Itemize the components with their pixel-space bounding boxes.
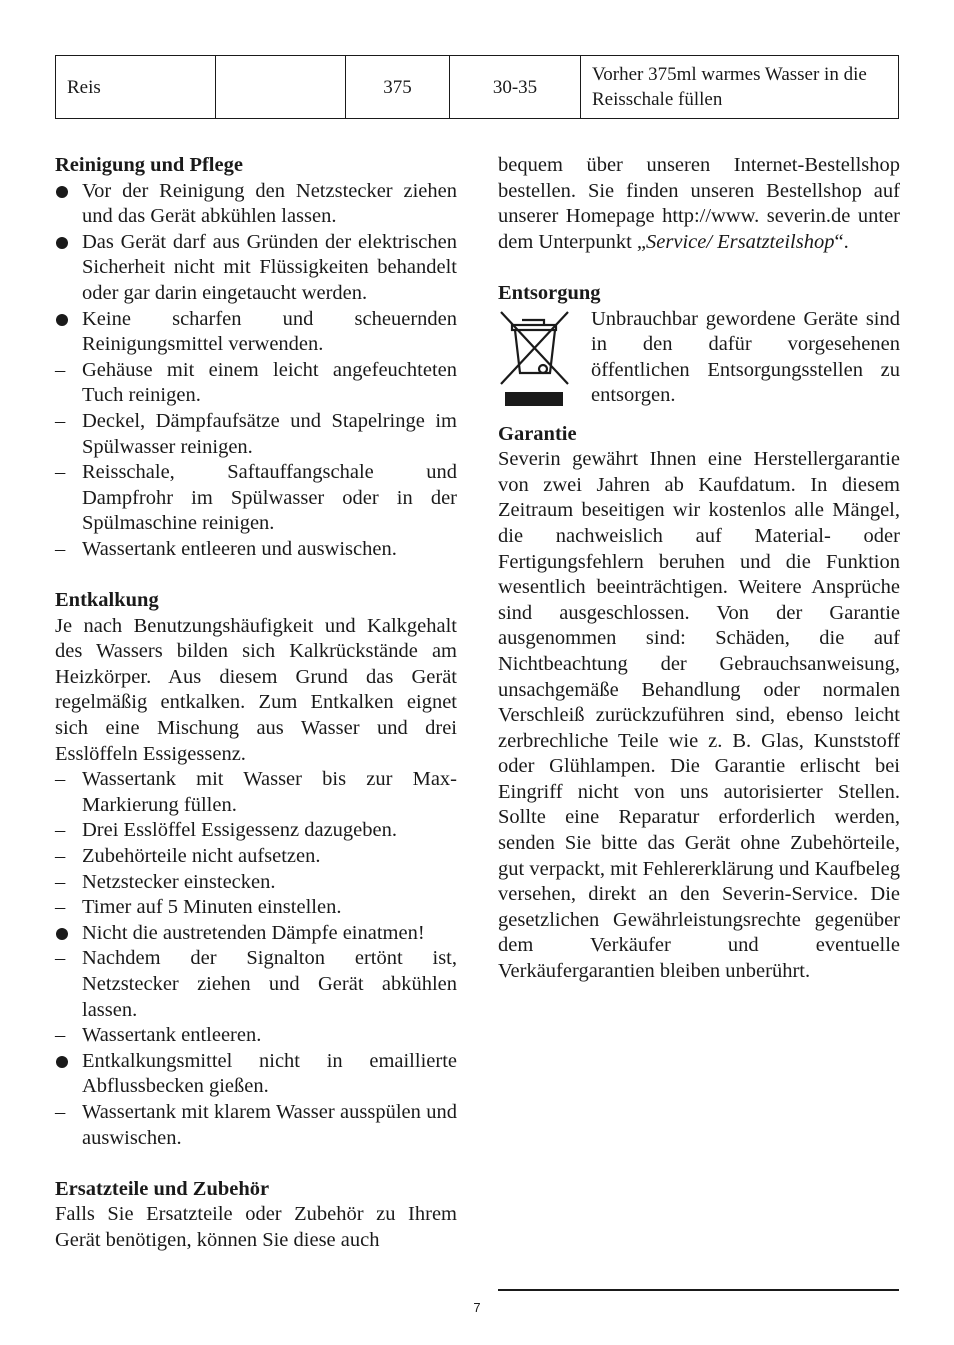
list-item: Entkalkungsmittel nicht in emaillierte Abflussbecken gießen. xyxy=(55,1049,457,1100)
dash-marker: – xyxy=(55,409,66,432)
list-item: – Deckel, Dämpfaufsätze und Stapelringe im Spülwasser reinigen. xyxy=(55,409,457,458)
entkalkung-heading: Entkalkung xyxy=(55,589,159,612)
dash-marker: – xyxy=(55,768,66,791)
table-cell-water: 375 xyxy=(346,56,450,119)
entkalkung-intro: Je nach Benutzungshäufigkeit und Kalkgehalt des Wassers bilden sich Kalkrückstände am Heizkörper. Aus diesem Grund das Gerät regelmäßig entkalken. Zum Entkalken eignet sich eine Mischung aus Wasser und drei Esslöffeln Essigessenz. xyxy=(55,614,457,765)
ersatzteile-text-right: bequem über unseren Internet-Bestellshop bestellen. Sie finden unseren Bestellshop auf unserer Homepage http://www. severin.de unter dem Unterpunkt „Service/ Ersatzteilshop“. xyxy=(498,154,900,253)
list-item: Das Gerät darf aus Gründen der elektrischen Sicherheit nicht mit Flüssigkeiten behandelt oder gar darin eingetaucht werden. xyxy=(55,230,457,307)
list-item: – Wassertank mit klarem Wasser ausspülen und auswischen. xyxy=(55,1100,457,1149)
bullet-icon xyxy=(56,186,68,198)
table-row xyxy=(56,56,899,119)
left-column xyxy=(55,153,457,1254)
right-column xyxy=(498,153,900,985)
list-item: – Timer auf 5 Minuten einstellen. xyxy=(55,895,457,921)
entsorgung-text: Unbrauchbar gewordene Geräte sind in den dafür vorgesehenen öffentlichen Entsorgungsstellen zu entsorgen. xyxy=(591,307,900,407)
dash-marker: – xyxy=(55,1100,66,1123)
list-item: Nicht die austretenden Dämpfe einatmen! xyxy=(55,921,457,947)
list-item: – Wassertank mit Wasser bis zur Max-Markierung füllen. xyxy=(55,768,457,816)
dash-marker: – xyxy=(55,461,66,484)
entsorgung-heading: Entsorgung xyxy=(498,281,601,304)
list-item: – Nachdem der Signalton ertönt ist, Netzstecker ziehen und Gerät abkühlen lassen. xyxy=(55,947,457,1021)
list-item: – Reisschale, Saftauffangschale und Dampfrohr im Spülwasser oder in der Spülmaschine reinigen. xyxy=(55,461,457,535)
reinigung-heading: Reinigung und Pflege xyxy=(55,154,243,176)
ersatzteile-heading: Ersatzteile und Zubehör xyxy=(55,1177,270,1200)
list-item: – Gehäuse mit einem leicht angefeuchteten Tuch reinigen. xyxy=(55,358,457,407)
ersatzteile-text-left: Falls Sie Ersatzteile oder Zubehör zu Ihrem Gerät benötigen, können Sie diese auch xyxy=(55,1203,457,1251)
list-item: – Wassertank entleeren und auswischen. xyxy=(55,537,457,563)
bullet-icon xyxy=(56,928,68,940)
bullet-icon xyxy=(56,237,68,249)
table-cell-empty xyxy=(216,56,346,119)
bullet-icon xyxy=(56,314,68,326)
list-item: – Wassertank entleeren. xyxy=(55,1023,457,1049)
footer-divider xyxy=(498,1289,899,1291)
dash-marker: – xyxy=(55,819,66,842)
list-item: – Netzstecker einstecken. xyxy=(55,870,457,896)
page-number: 7 xyxy=(473,1300,481,1315)
list-item: Keine scharfen und scheuernden Reinigungsmittel verwenden. xyxy=(55,307,457,358)
dash-marker: – xyxy=(55,947,66,970)
cooking-table xyxy=(55,55,899,119)
dash-marker: – xyxy=(55,845,66,868)
garantie-text: Severin gewährt Ihnen eine Herstellergarantie von zwei Jahren ab Kaufdatum. In diesem Zeitraum beseitigen wir kostenlos alle Mängel, die nachweislich auf Material- oder Fertigungsfehlern beruhen und die Funktion wesentlich beeinträchtigen. Weitere Ansprüche sind ausgeschlossen. Von der Garantie ausgenommen sind: Schäden, die auf Nichtbeachtung der Gebrauchsanweisung, unsachgemäße Behandlung oder normalen Verschleiß zurückzuführen sind, ebenso leicht zerbrechliche Teile wie z. B. Glas, Kunststoff oder Glühlampen. Die Garantie erlischt bei Eingriff nicht von uns autorisierter Stellen. Sollte eine Reparatur erforderlich werden, senden Sie bitte das Gerät ohne Zubehörteile, gut verpackt, mit Fehlererklärung und Kaufbeleg versehen, direkt an den Severin-Service. Die gesetzlichen Gewährleistungsrechte gegenüber dem Verkäufer und eventuelle Verkäufergarantien bleiben unberührt. xyxy=(498,448,900,983)
list-item: – Zubehörteile nicht aufsetzen. xyxy=(55,844,457,870)
dash-marker: – xyxy=(55,896,66,919)
dash-marker: – xyxy=(55,1024,66,1047)
list-item: – Drei Esslöffel Essigessenz dazugeben. xyxy=(55,818,457,844)
entsorgung-block xyxy=(498,307,900,409)
bullet-icon xyxy=(56,1056,68,1068)
dash-marker: – xyxy=(55,870,66,893)
dash-marker: – xyxy=(55,358,66,381)
dash-marker: – xyxy=(55,537,66,560)
crossed-out-wheelie-bin-icon xyxy=(498,310,570,406)
table-cell-note: Vorher 375ml warmes Wasser in die Reisschale füllen xyxy=(581,56,899,119)
garantie-heading: Garantie xyxy=(498,422,577,445)
table-cell-time: 30-35 xyxy=(450,56,581,119)
list-item: Vor der Reinigung den Netzstecker ziehen und das Gerät abkühlen lassen. xyxy=(55,179,457,230)
table-cell-food: Reis xyxy=(56,56,216,119)
shop-link[interactable]: Service/ Ersatzteilshop xyxy=(646,230,835,253)
